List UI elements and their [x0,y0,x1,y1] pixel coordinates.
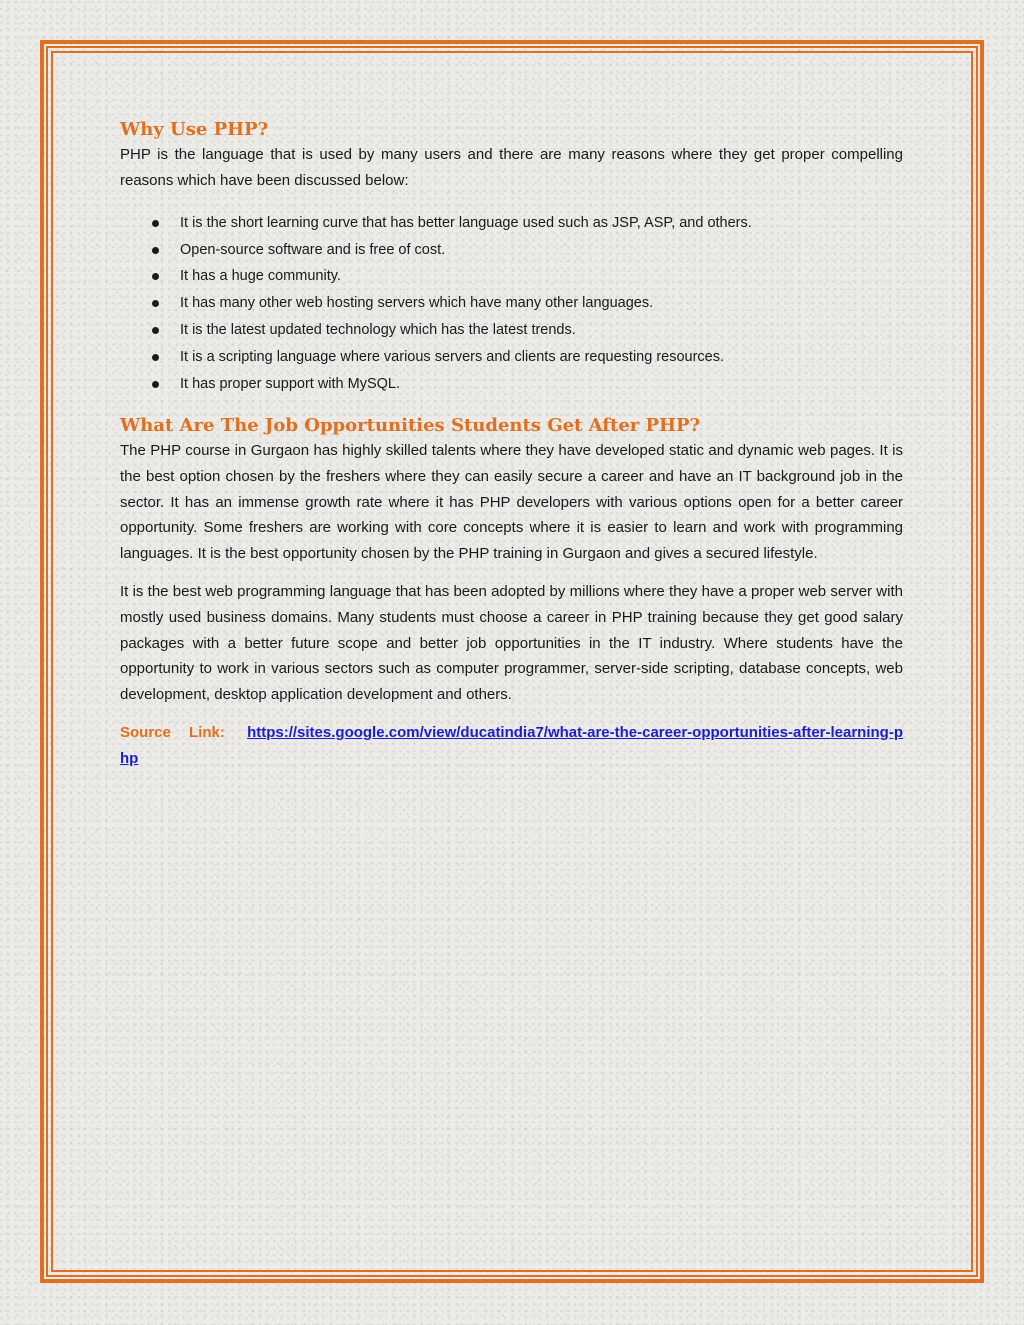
heading-why-use-php: Why Use PHP? [120,119,269,140]
body-paragraph-1: The PHP course in Gurgaon has highly skilled talents where they have developed static and dynamic web pages. It is the best option chosen by the freshers where they can easily secure a career and have an IT background job in the sector. It has an immense growth rate where it has PHP developers with various options open for a better career opportunity. Some freshers are working with core concepts where it is easier to learn and work with programming languages. It is the best opportunity chosen by the PHP training in Gurgaon and gives a secured lifestyle. [120,441,903,563]
source-link[interactable]: https://sites.google.com/view/ducatindia7/what-are-the-career-opportunities-after-learning-php [120,723,903,767]
bullet-icon [152,247,159,254]
body-paragraph-2: It is the best web programming language that has been adopted by millions where they have a proper web server with mostly used business domains. Many students must choose a career in PHP training because they get good salary packages with a better future scope and better job opportunities in the IT industry. Where students have the opportunity to work in various sectors such as computer programmer, server-side scripting, database concepts, web development, desktop application development and others. [120,582,903,704]
bullet-icon [152,273,159,280]
source-line [120,720,903,772]
document-body [120,118,903,772]
reasons-list [120,210,903,398]
bullet-icon [152,354,159,361]
list-item: It is a scripting language where various servers and clients are requesting resources. [120,344,903,371]
list-item: It has many other web hosting servers which have many other languages. [120,290,903,317]
intro-paragraph: PHP is the language that is used by many users and there are many reasons where they get proper compelling reasons which have been discussed below: [120,146,903,189]
heading-job-opportunities: What Are The Job Opportunities Students Get After PHP? [120,414,701,436]
bullet-icon [152,381,159,388]
bullet-icon [152,327,159,334]
source-label: Source Link: [120,723,225,741]
list-item: It is the short learning curve that has better language used such as JSP, ASP, and others. [120,210,903,237]
list-item: It has proper support with MySQL. [120,371,903,398]
bullet-icon [152,300,159,307]
list-item: It is the latest updated technology which has the latest trends. [120,317,903,344]
list-item: Open-source software and is free of cost. [120,237,903,264]
bullet-icon [152,220,159,227]
list-item: It has a huge community. [120,263,903,290]
